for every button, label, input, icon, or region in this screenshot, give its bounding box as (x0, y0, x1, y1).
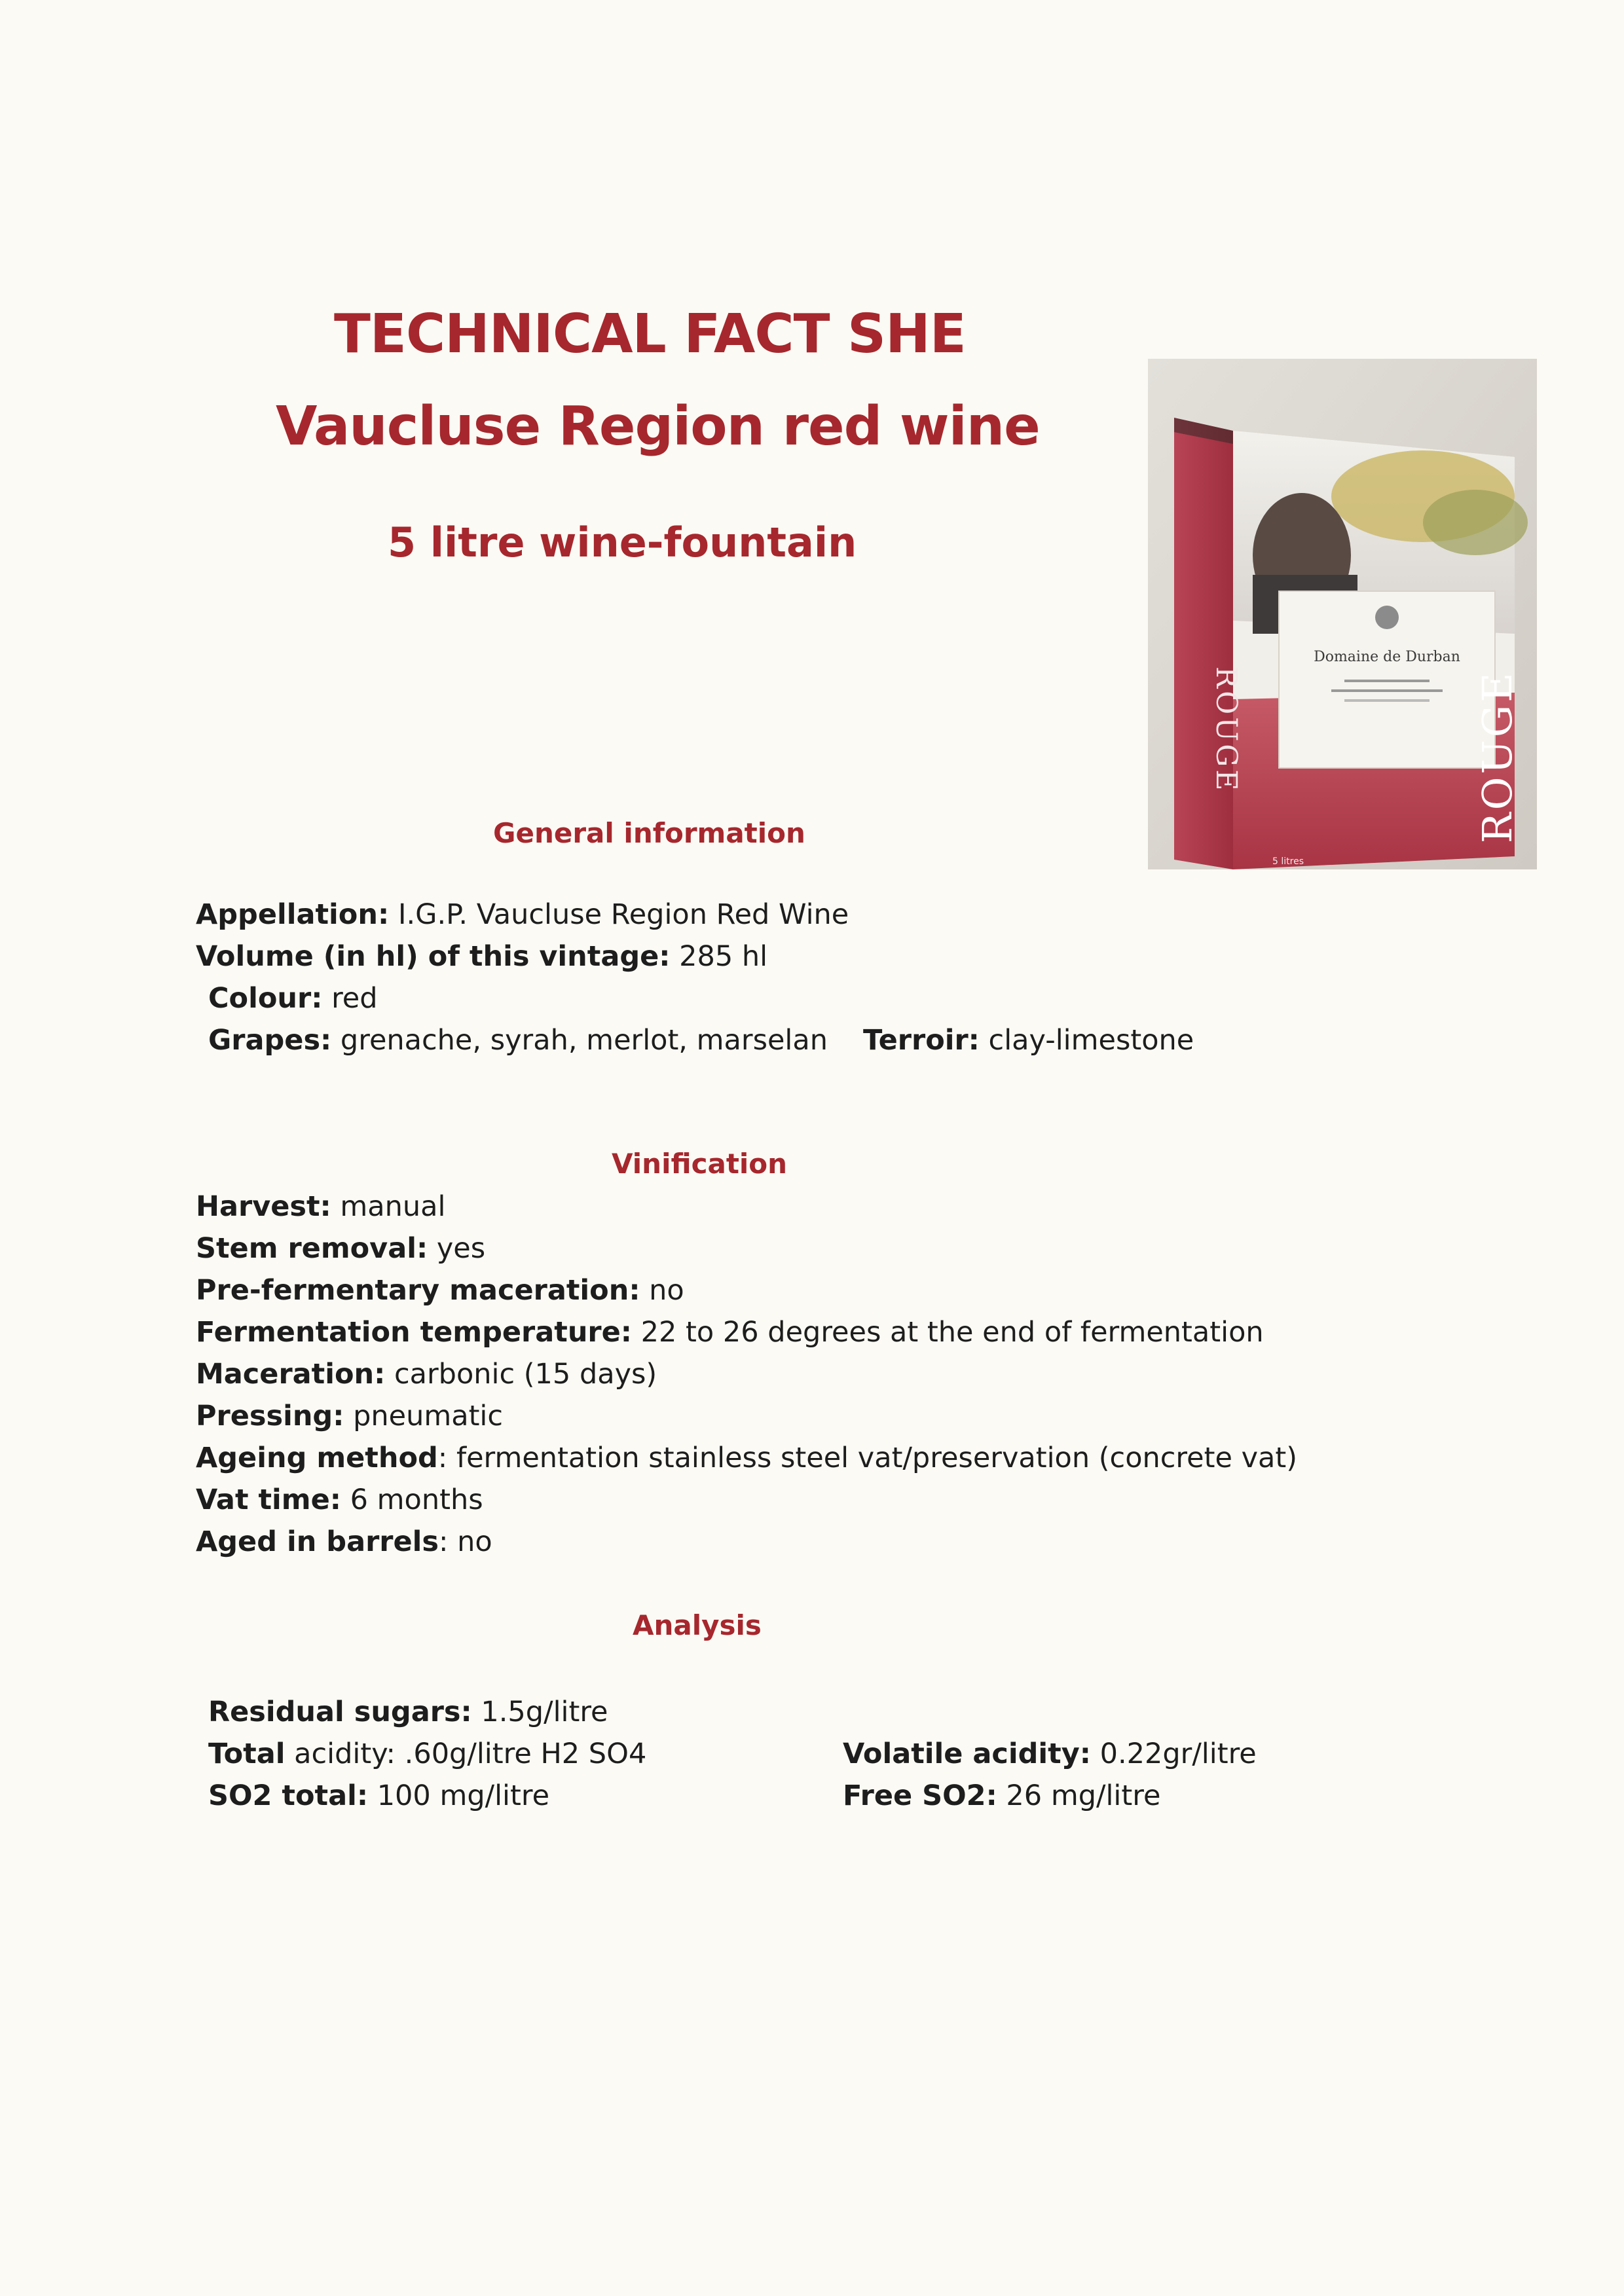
field-aged-in-barrels (196, 1525, 492, 1558)
field-value: clay-limestone (979, 1024, 1194, 1057)
field-harvest (196, 1190, 445, 1223)
page-subtitle: Vaucluse Region red wine (276, 395, 1040, 458)
field-label: Grapes: (208, 1024, 332, 1057)
field-label: Stem removal: (196, 1232, 428, 1265)
field-value: : fermentation stainless steel vat/preservation (concrete vat) (437, 1442, 1298, 1474)
field-vat-time (196, 1484, 483, 1516)
field-stem-removal (196, 1232, 485, 1265)
field-so2-total (208, 1779, 549, 1812)
field-maceration (196, 1358, 657, 1391)
field-colour (208, 982, 378, 1015)
field-volatile-acidity (843, 1738, 1257, 1770)
field-value: carbonic (15 days) (385, 1358, 657, 1391)
page-title: TECHNICAL FACT SHE (334, 303, 966, 365)
field-free-so2 (843, 1779, 1160, 1812)
field-total-acidity (208, 1738, 646, 1770)
section-heading-analysis: Analysis (633, 1609, 762, 1641)
section-heading-vinification: Vinification (612, 1148, 788, 1180)
product-photo (1148, 359, 1537, 869)
field-label: Volatile acidity: (843, 1738, 1091, 1770)
field-value: no (640, 1274, 684, 1307)
front-rouge-label: ROUGE (1473, 670, 1521, 843)
field-grapes (208, 1024, 828, 1057)
field-label: Harvest: (196, 1190, 331, 1223)
field-label: Fermentation temperature: (196, 1316, 632, 1349)
field-value: manual (331, 1190, 446, 1223)
field-label: Appellation: (196, 898, 390, 931)
field-label: Volume (in hl) of this vintage: (196, 940, 671, 973)
field-value: 0.22gr/litre (1090, 1738, 1257, 1770)
brand-label: Domaine de Durban (1314, 649, 1460, 665)
field-value: I.G.P. Vaucluse Region Red Wine (389, 898, 849, 931)
field-value: 6 months (341, 1484, 483, 1516)
field-label: SO2 total: (208, 1779, 369, 1812)
field-label: Terroir: (863, 1024, 980, 1057)
field-label: Free SO2: (843, 1779, 997, 1812)
field-label: Ageing method (196, 1442, 438, 1474)
field-label: Pre-fermentary maceration: (196, 1274, 640, 1307)
field-value: red (322, 982, 378, 1015)
field-value: yes (428, 1232, 486, 1265)
field-label: Aged in barrels (196, 1525, 439, 1558)
field-value: : no (439, 1525, 492, 1558)
field-terroir (863, 1024, 1194, 1057)
field-value: 285 hl (670, 940, 768, 973)
field-label: Pressing: (196, 1400, 344, 1432)
field-label: Vat time: (196, 1484, 341, 1516)
field-value: acidity: .60g/litre H2 SO4 (285, 1738, 647, 1770)
field-pressing (196, 1400, 503, 1432)
section-heading-general: General information (493, 817, 805, 849)
field-value: 22 to 26 degrees at the end of fermentation (632, 1316, 1264, 1349)
field-ageing-method (196, 1442, 1297, 1474)
field-residual-sugars (208, 1696, 608, 1728)
field-value: 26 mg/litre (997, 1779, 1161, 1812)
field-appellation (196, 898, 849, 931)
field-fermentation-temperature (196, 1316, 1264, 1349)
product-format: 5 litre wine-fountain (388, 519, 857, 566)
size-label: 5 litres (1272, 856, 1304, 867)
field-value: grenache, syrah, merlot, marselan (331, 1024, 828, 1057)
field-label: Maceration: (196, 1358, 386, 1391)
field-volume (196, 940, 767, 973)
side-rouge-label: ROUGE (1209, 666, 1243, 793)
field-value: 1.5g/litre (471, 1696, 608, 1728)
field-value: 100 mg/litre (368, 1779, 550, 1812)
field-value: pneumatic (344, 1400, 504, 1432)
field-label: Total (208, 1738, 286, 1770)
field-label: Residual sugars: (208, 1696, 472, 1728)
field-label: Colour: (208, 982, 323, 1015)
field-pre-fermentary (196, 1274, 684, 1307)
